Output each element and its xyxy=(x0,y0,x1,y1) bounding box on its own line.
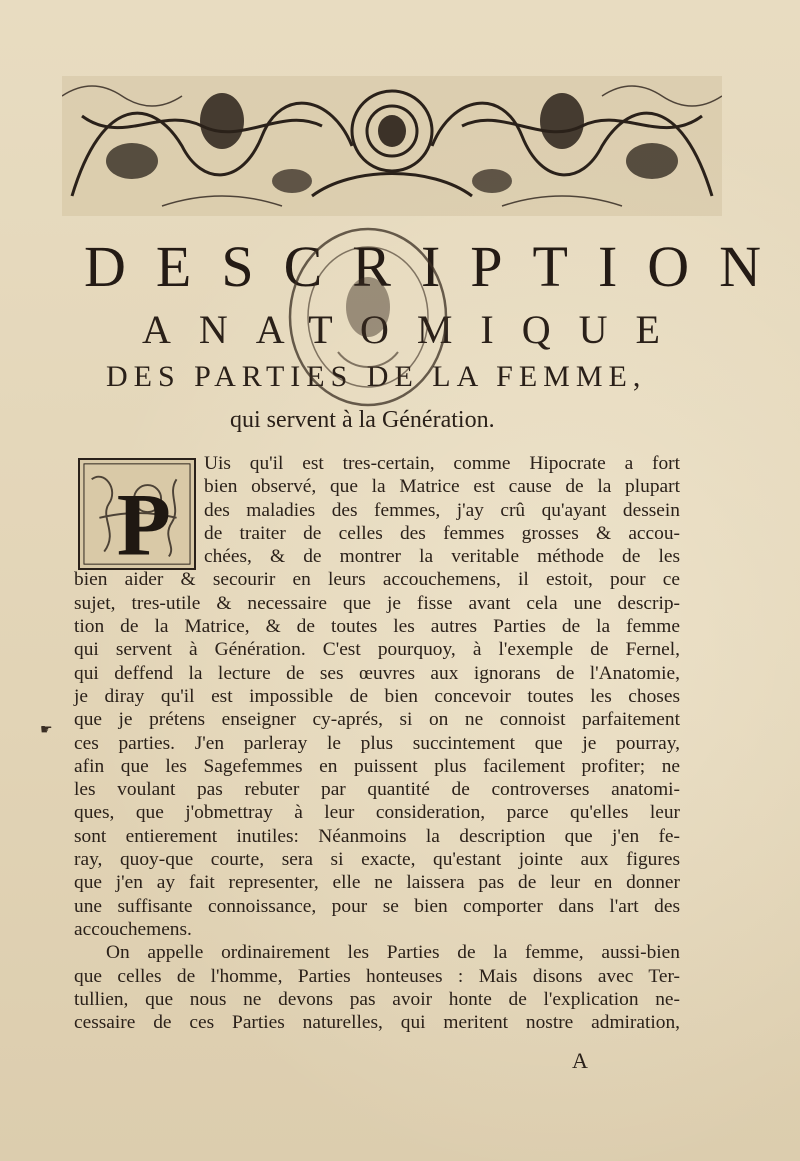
body-line: bien observé, que la Matrice est cause de la plupart xyxy=(204,476,680,498)
body-line: sujet, tres-utile & necessaire que je fisse avant cela une descrip- xyxy=(74,592,680,614)
body-line: que je prétens enseigner cy-aprés, si on ne connoist parfaitement xyxy=(74,709,680,731)
body-line: afin que les Sagefemmes en puissent plus facilement profiter; ne xyxy=(74,755,680,777)
library-stamp xyxy=(268,222,468,412)
body-line: que celles de l'homme, Parties honteuses : Mais disons avec Ter- xyxy=(74,965,680,987)
body-line: tion de la Matrice, & de toutes les autres Parties de la femme xyxy=(74,616,680,638)
body-line: qui deffend la lecture de ses œuvres aux ignorans de l'Anatomie, xyxy=(74,662,680,684)
body-line: qui servent à Génération. C'est pourquoy, à l'exemple de Fernel, xyxy=(74,639,680,661)
body-line: sont entierement inutiles: Néanmoins la description que j'en fe- xyxy=(74,825,680,847)
body-line: cessaire de ces Parties naturelles, qui meritent nostre admiration, xyxy=(74,1012,680,1034)
body-text xyxy=(74,452,680,1034)
title-line-3: DES PARTIES DE LA FEMME, xyxy=(106,360,647,393)
body-line: tullien, que nous ne devons pas avoir honte de l'explication ne- xyxy=(74,988,680,1010)
title-line-1: DESCRIPTION xyxy=(84,234,792,299)
body-line: Uis qu'il est tres-certain, comme Hipocrate a fort xyxy=(204,453,680,474)
ornamental-headpiece xyxy=(62,76,722,216)
body-line: ces parties. J'en parleray le plus succintement que je pourray, xyxy=(74,732,680,754)
body-line: les voulant pas rebuter par quantité de controverses anatomi- xyxy=(74,779,680,801)
body-line: ray, quoy-que courte, sera si exacte, qu'estant jointe aux figures xyxy=(74,849,680,871)
margin-pointer-mark: ☛ xyxy=(40,722,53,738)
body-line: chées, & de montrer la veritable méthode de les xyxy=(204,546,680,568)
initial-letter: P xyxy=(116,476,171,568)
body-line: que j'en ay fait representer, elle ne laissera pas de leur en donner xyxy=(74,872,680,894)
body-line: de traiter de celles des femmes grosses & accou- xyxy=(204,522,680,544)
body-line: On appelle ordinairement les Parties de la femme, aussi-bien xyxy=(106,942,680,964)
body-line: des maladies des femmes, j'ay crû qu'ayant dessein xyxy=(204,499,680,521)
title-line-2: ANATOMIQUE xyxy=(142,307,688,352)
signature-mark: A xyxy=(572,1048,588,1073)
body-line: ques, que j'obmettray à leur consideration, parce qu'elles leur xyxy=(74,802,680,824)
title-line-4: qui servent à la Génération. xyxy=(230,407,495,433)
body-line: accouchemens. xyxy=(74,918,192,940)
body-line: une suffisante connoissance, pour se bien comporter dans l'art des xyxy=(74,895,680,917)
body-line: je diray qu'il est impossible de bien concevoir toutes les choses xyxy=(74,685,680,707)
body-line: bien aider & secourir en leurs accouchemens, il estoit, pour ce xyxy=(74,569,680,591)
